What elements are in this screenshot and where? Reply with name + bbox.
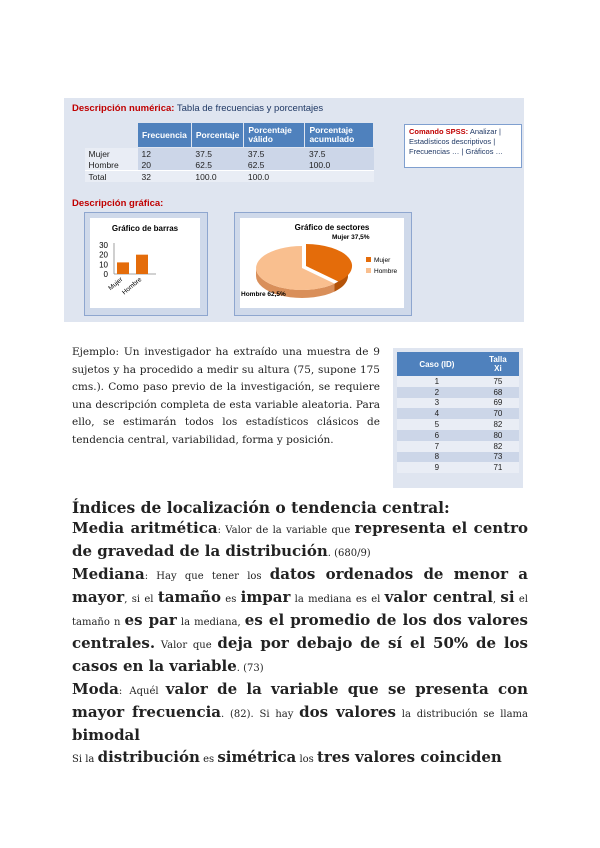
table-cell: 3 [397,398,477,409]
slide-image [64,98,524,322]
y-tick-label: 20 [99,250,108,260]
table-row [397,441,519,452]
bar-chart-svg [90,218,200,308]
bar-chart [90,218,200,308]
table-cell: 32 [138,171,192,183]
table-cell: 62.5 [191,159,243,171]
table-cell: 5 [397,419,477,430]
table-row [397,408,519,419]
moda-text: . (82). Si hay [221,709,300,720]
table-cell: 8 [397,452,477,463]
pie-chart-frame [234,212,412,316]
header-talla [477,352,519,376]
table-cell: 100.0 [305,159,374,171]
mediana-text: Valor que [155,640,218,651]
moda-text: : Aquél [118,686,166,697]
pie-data-label: Hombre 62,5% [241,291,286,298]
x-tick-label: Mujer [107,276,125,292]
numeric-description-label: Descripción numérica: [72,103,175,114]
legend-label: Hombre [374,268,398,275]
height-table-body [397,376,519,473]
table-cell: 75 [477,376,519,387]
symmetry-paragraph [72,747,528,770]
mediana-text: si [500,588,515,606]
table-row [397,452,519,463]
table-cell: Mujer [85,148,138,160]
frequency-table-header: Porcentaje acumulado [305,123,374,148]
table-cell: 7 [397,441,477,452]
table-cell: 37.5 [244,148,305,160]
table-cell: 12 [138,148,192,160]
table-row [397,376,519,387]
moda-text: la distribución se llama [395,709,529,720]
table-cell: 62.5 [244,159,305,171]
indices-section [72,497,528,770]
media-text-a: : Valor de la variable que [217,525,355,536]
indices-heading: Índices de localización o tendencia central: [72,498,450,517]
table-cell: 9 [397,462,477,473]
mediana-text: , si el [124,594,158,605]
moda-text: bimodal [72,726,140,744]
table-row [397,430,519,441]
table-cell: 100.0 [191,171,243,183]
table-row [85,159,374,171]
table-cell: Total [85,171,138,183]
symmetry-text: distribución [97,748,200,766]
numeric-description-text: Tabla de frecuencias y porcentajes [176,103,324,114]
legend-swatch [366,268,371,273]
table-cell: 71 [477,462,519,473]
bar [117,262,129,274]
table-cell [305,171,374,183]
graphic-description-title: Descripción gráfica: [72,198,164,209]
table-row [397,462,519,473]
table-cell: 82 [477,419,519,430]
header-caso: Caso (ID) [397,352,477,376]
media-paragraph [72,518,528,564]
header-talla-label: Talla [489,355,507,364]
mediana-label: Mediana [72,565,145,583]
y-tick-label: 10 [99,260,108,270]
pie-chart-title: Gráfico de sectores [294,223,370,232]
table-cell: 37.5 [305,148,374,160]
frequency-table-header: Porcentaje válido [244,123,305,148]
spss-command-box [404,124,522,168]
x-tick-label: Hombre [121,276,144,297]
media-text-b: representa el centro de gravedad de la distribución [72,519,529,560]
table-cell: Hombre [85,159,138,171]
spss-command-text: Analizar | Estadísticos descriptivos | Frecuencias … | Gráficos … [409,127,504,156]
symmetry-text: simétrica [217,748,297,766]
symmetry-text: tres valores coinciden [316,748,502,766]
table-cell: 4 [397,408,477,419]
mediana-text: la mediana, [176,617,245,628]
mediana-text: . (73) [236,663,264,674]
table-cell: 100.0 [244,171,305,183]
frequency-table-header [85,123,138,148]
table-cell: 70 [477,408,519,419]
mediana-text: : Hay que tener los [144,571,270,582]
table-cell: 2 [397,387,477,398]
moda-text: dos valores [299,703,396,721]
bar-chart-title: Gráfico de barras [111,224,179,233]
moda-label: Moda [72,680,119,698]
mediana-text: impar [240,588,291,606]
media-text-c: . (680/9) [327,548,371,559]
height-table-image [393,348,523,488]
table-cell: 73 [477,452,519,463]
y-tick-label: 0 [103,270,108,279]
mediana-text: tamaño [157,588,221,606]
media-label: Media aritmética [72,519,218,537]
mediana-text: es par [124,611,177,629]
table-row [397,419,519,430]
table-row [85,171,374,183]
mediana-text: es el promedio de los dos valores centrales. [72,611,529,652]
table-cell: 82 [477,441,519,452]
table-cell: 37.5 [191,148,243,160]
height-table [397,352,519,473]
table-cell: 20 [138,159,192,171]
table-cell: 69 [477,398,519,409]
pie-data-label: Mujer 37,5% [332,234,370,241]
mediana-text: la mediana es el [290,594,385,605]
frequency-table-header: Porcentaje [191,123,243,148]
bar [136,255,148,274]
mediana-text: valor central [384,588,493,606]
legend-label: Mujer [374,257,391,264]
legend-swatch [366,257,371,262]
moda-text: valor de la variable que se presenta con mayor frecuencia [72,680,528,721]
mediana-paragraph [72,564,528,679]
symmetry-text: Si la [72,754,98,765]
spss-command-label: Comando SPSS: [409,127,469,136]
frequency-table-header-row [85,123,374,148]
symmetry-text: es [199,754,218,765]
mediana-text: , [492,594,501,605]
table-cell: 6 [397,430,477,441]
numeric-description-title [72,103,323,114]
table-row [397,398,519,409]
frequency-table [84,122,374,182]
pie-chart-svg [240,218,404,308]
table-cell: 68 [477,387,519,398]
table-cell: 1 [397,376,477,387]
height-table-header-row [397,352,519,376]
example-paragraph: Ejemplo: Un investigador ha extraído una muestra de 9 sujetos y ha procedido a medir su altura (75, supone 175 cms.). Como paso previo de la investigación, se requiere una descripción completa de esta variable aleatoria. Para ello, se estimarán todos los estadísticos clásicos de tendencia central, variabilidad, forma y posición. [72,346,380,446]
pie-chart [240,218,404,308]
table-row [397,387,519,398]
mediana-text: deja por debajo de sí el 50% de los casos en la variable [72,634,528,675]
mediana-text: el tamaño n [72,594,528,628]
frequency-table-header: Frecuencia [138,123,192,148]
mediana-text: datos ordenados de menor a mayor [72,565,528,606]
table-row [85,148,374,160]
symmetry-text: los [296,754,317,765]
y-tick-label: 30 [99,241,108,250]
table-cell: 80 [477,430,519,441]
bar-chart-frame [84,212,208,316]
header-talla-sub: Xi [494,364,502,373]
mediana-text: es [220,594,241,605]
moda-paragraph [72,679,528,747]
